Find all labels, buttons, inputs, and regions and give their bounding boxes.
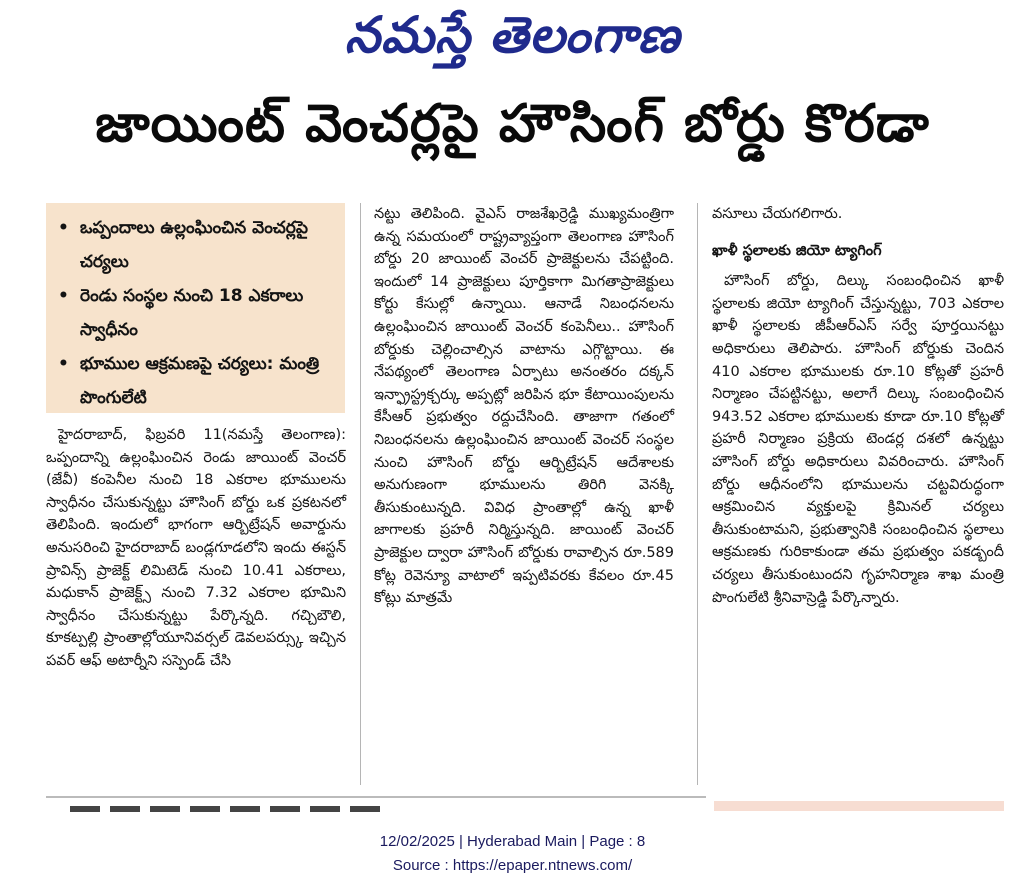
- bullet-icon: •: [58, 354, 69, 374]
- highlight-item: [58, 347, 337, 415]
- article-column-1: హైదరాబాద్, ఫిబ్రవరి 11(నమస్తే తెలంగాణ): ఒప్పందాన్ని ఉల్లంఘించిన రెండు జాయింట్ వెంచర్ (జేవీ) కంపెనీల నుంచి 18 ఎకరాల భూములను స్వాధీనం చేసుకున్నట్టు హౌసింగ్ బోర్డు ఒక ప్రకటనలో తెలిపింది. ఇందులో భాగంగా ఆర్బిట్రేషన్ అవార్డును అనుసరించి హైదరాబాద్ బండ్లగూడలోని ఇందు ఈస్టన్ ప్రావిన్స్ ప్రాజెక్ట్ లిమిటెడ్ నుంచి 10.41 ఎకరాలు, మధుకాన్ ప్రాజెక్ట్స్ నుంచి 7.32 ఎకరాల భూమిని స్వాధీనం చేసుకున్నట్టు పేర్కొన్నది. గచ్చిబౌలి, కూకట్పల్లి ప్రాంతాల్లోయూనివర్సల్ డెవలపర్స్కు ఇచ్చిన పవర్ ఆఫ్ అటార్నీని సస్పెండ్ చేసి: [46, 427, 346, 669]
- column3-intro: వసూలు చేయగలిగారు.: [712, 206, 843, 222]
- next-box-fragment: [714, 801, 1004, 811]
- bullet-icon: •: [58, 218, 69, 238]
- highlights-box: [46, 203, 345, 413]
- highlight-text: భూముల ఆక్రమణపై చర్యలు: మంత్రి పొంగులేటి: [80, 354, 320, 408]
- footer-dateline: 12/02/2025 | Hyderabad Main | Page : 8: [379, 833, 646, 850]
- masthead: నమస్తే తెలంగాణ: [344, 6, 681, 64]
- column3-body: హౌసింగ్ బోర్డు, దిల్కు సంబంధించిన ఖాళీ స్థలాలకు జియో ట్యాగింగ్ చేస్తున్నట్టు, 703 ఎకరాల ఖాళీ స్థలాలకు జీపీఆర్ఎస్ సర్వే పూర్తయినట్టు అధికారులు తెలిపారు. హౌసింగ్ బోర్డుకు చెందిన 410 ఎకరాల భూములకు రూ.10 కోట్లతో ప్రహరీ నిర్మాణం చేపట్టినట్టు, అలాగే దిల్కు సంబంధించిన 943.52 ఎకరాల భూములకు కూడా రూ.10 కోట్లతో ప్రహరీ నిర్మాణం ప్రక్రియ టెండర్ల దశలో ఉన్నట్టు హౌసింగ్ బోర్డు అధికారులు వివరించారు. హౌసింగ్ బోర్డు ఆధీనంలోని భూములను చట్టవిరుద్ధంగా ఆక్రమించిన వ్యక్తులపై క్రిమినల్ చర్యలు తీసుకుంటామని, ప్రభుత్వానికి సంబంధించిన స్థలాలు ఆక్రమణకు గురికాకుండా తమ ప్రభుత్వం పకడ్బందీ చర్యలు తీసుకుంటుందని గృహనిర్మాణ శాఖ మంత్రి పొంగులేటి శ్రీనివాస్రెడ్డి పేర్కొన్నారు.: [712, 273, 1004, 606]
- page-footer: [0, 830, 1025, 878]
- next-article-fragment: [70, 806, 380, 812]
- headline: జాయింట్ వెంచర్లపై హౌసింగ్ బోర్డు కొరడా: [95, 94, 930, 154]
- subheading: ఖాళీ స్థలాలకు జియో ట్యాగింగ్: [712, 242, 882, 259]
- highlight-item: [58, 279, 337, 347]
- article-column-3: [712, 203, 1004, 609]
- bullet-icon: •: [58, 286, 69, 306]
- highlight-text: రెండు సంస్థల నుంచి 18 ఎకరాలు స్వాధీనం: [80, 286, 304, 340]
- column-divider: [360, 203, 361, 785]
- highlight-item: [58, 211, 337, 279]
- bottom-rule: [46, 796, 706, 798]
- footer-source: Source : https://epaper.ntnews.com/: [392, 857, 633, 874]
- highlight-text: ఒప్పందాలు ఉల్లంఘించిన వెంచర్లపై చర్యలు: [80, 218, 308, 272]
- column-divider: [697, 203, 698, 785]
- article-column-2: నట్టు తెలిపింది. వైఎస్ రాజశేఖర్రెడ్డి ముఖ్యమంత్రిగా ఉన్న సమయంలో రాష్ట్రవ్యాప్తంగా తెలంగాణ హౌసింగ్ బోర్డు 20 జాయింట్ వెంచర్ ప్రాజెక్టులను చేపట్టింది. ఇందులో 14 ప్రాజెక్టులు పూర్తికాగా మిగతాప్రాజెక్టులు కోర్టు కేసుల్లో ఉన్నాయి. ఆనాడే నిబంధనలను ఉల్లంఘించిన జాయింట్ వెంచర్ కంపెనీలు.. హౌసింగ్ బోర్డుకు చెల్లించాల్సిన వాటాను ఎగ్గొట్టాయి. ఈ నేపథ్యంలో తెలంగాణ ఏర్పాటు అనంతరం దక్కన్ ఇన్ఫ్రాస్ట్రక్చర్కు అప్పట్లో జరిపిన భూ కేటాయింపులను కేసీఆర్ ప్రభుత్వం రద్దుచేసింది. తాజాగా గతంలో నిబంధనలను ఉల్లంఘించిన జాయింట్ వెంచర్ సంస్థల నుంచి హౌసింగ్ బోర్డు ఆర్బిట్రేషన్ ఆదేశాలకు అనుగుణంగా భూములను తిరిగి వెనక్కి తీసుకుంటున్నది. వివిధ ప్రాంతాల్లో ఉన్న ఖాళీ జాగాలకు ప్రహరీ నిర్మిస్తున్నది. జాయింట్ వెంచర్ ప్రాజెక్టుల ద్వారా హౌసింగ్ బోర్డుకు రావాల్సిన రూ.589 కోట్ల రెవెన్యూ వాటాలో ఇప్పటివరకు కేవలం రూ.45 కోట్లు మాత్రమే: [374, 206, 674, 607]
